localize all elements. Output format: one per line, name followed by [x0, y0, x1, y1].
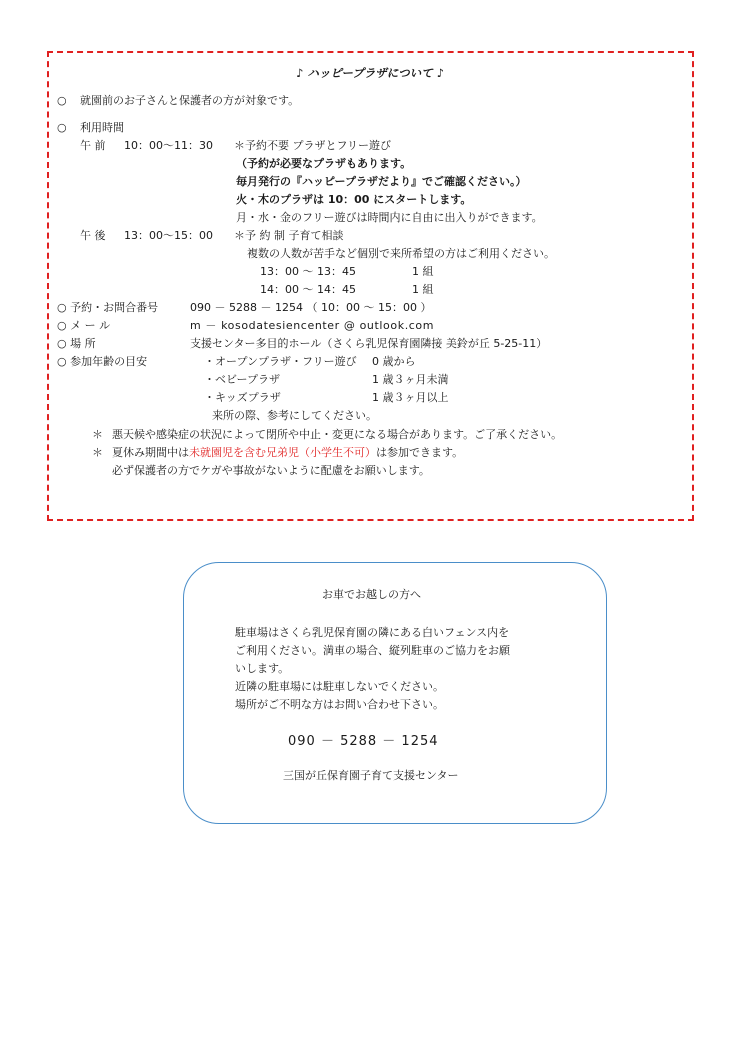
slot1-time: 13：00 ～ 13：45 [260, 265, 356, 278]
note2-text [112, 446, 463, 460]
pm-note-individual: 複数の人数が苦手など個別で来所希望の方はご利用ください。 [247, 247, 555, 260]
age-row-age: 1 歳３ヶ月以上 [372, 391, 449, 404]
parking-line: 場所がご不明な方はお問い合わせ下さい。 [235, 698, 444, 711]
am-note: ＊予約不要 プラザとフリー遊び [234, 139, 392, 152]
hours-label: 利用時間 [80, 121, 124, 134]
plaza-title: ♪ ハッピープラザについて ♪ [296, 66, 444, 80]
am-time: 10：00～11：30 [124, 139, 213, 152]
am-label: 午 前 [80, 139, 106, 152]
note2-highlight: 未就園児を含む兄弟児（小学生不可） [189, 446, 376, 459]
note2-post: は参加できます。 [376, 446, 464, 459]
am-note-reservation: （予約が必要なプラザもあります。 [236, 157, 412, 170]
note2-mark: ＊ [92, 446, 103, 459]
age-row-name: ・ベビープラザ [204, 373, 281, 386]
age-note: 来所の際、参考にしてください。 [212, 409, 377, 422]
slot2-count: 1 組 [412, 283, 434, 296]
slot1-count: 1 組 [412, 265, 434, 278]
slot2-time: 14：00 ～ 14：45 [260, 283, 356, 296]
note1-text: 悪天候や感染症の状況によって閉所や中止・変更になる場合があります。ご了承ください。 [112, 428, 563, 441]
place-label: ○ 場 所 [57, 337, 96, 350]
age-row-name: ・オープンプラザ・フリー遊び [204, 355, 357, 368]
am-note-newsletter: 毎月発行の『ハッピープラザだより』でご確認ください。） [236, 175, 527, 188]
am-note-start-time: 火・木のプラザは 10：00 にスタートします。 [236, 193, 472, 206]
pm-time: 13：00～15：00 [124, 229, 213, 242]
parking-org: 三国が丘保育園子育て支援センター [283, 769, 459, 782]
phone-value: 090 － 5288 － 1254 （ 10：00 ～ 15：00 ） [190, 301, 432, 314]
am-note-free-play: 月・水・金のフリー遊びは時間内に自由に出入りができます。 [236, 211, 543, 224]
mail-label: ○ メ ー ル [57, 319, 111, 332]
target-text: 就園前のお子さんと保護者の方が対象です。 [80, 94, 300, 107]
parking-line: ご利用ください。満車の場合、縦列駐車のご協力をお願 [235, 644, 510, 657]
place-value: 支援センター多目的ホール（さくら乳児保育園隣接 美鈴が丘 5-25-11） [190, 337, 548, 350]
age-label: ○ 参加年齢の目安 [57, 355, 148, 368]
age-row-age: 1 歳３ヶ月未満 [372, 373, 449, 386]
pm-label: 午 後 [80, 229, 106, 242]
phone-label: ○ 予約・お問合番号 [57, 301, 159, 314]
parking-phone: 090 － 5288 － 1254 [288, 734, 439, 749]
note2-pre: 夏休み期間中は [112, 446, 189, 459]
parking-line: いします。 [235, 662, 290, 675]
age-row-name: ・キッズプラザ [204, 391, 281, 404]
age-row-age: 0 歳から [372, 355, 416, 368]
hours-bullet: ○ [57, 121, 67, 134]
parking-heading: お車でお越しの方へ [322, 588, 421, 601]
note2-line2: 必ず保護者の方でケガや事故がないように配慮をお願いします。 [112, 464, 430, 477]
target-bullet: ○ [57, 94, 67, 107]
mail-value: m － kosodatesiencenter @ outlook.com [190, 319, 435, 332]
note1-mark: ＊ [92, 428, 103, 441]
parking-line: 近隣の駐車場には駐車しないでください。 [235, 680, 444, 693]
parking-line: 駐車場はさくら乳児保育園の隣にある白いフェンス内を [235, 626, 510, 639]
pm-note: ＊予 約 制 子育て相談 [234, 229, 344, 242]
